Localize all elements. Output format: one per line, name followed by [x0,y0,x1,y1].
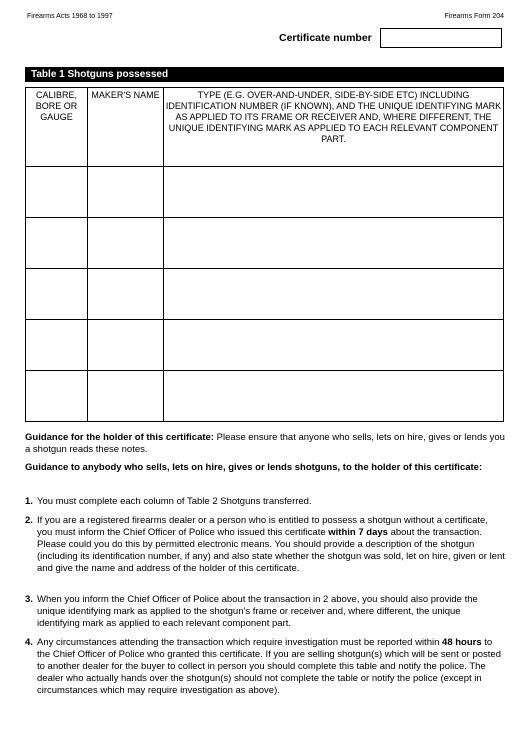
maker-cell[interactable] [88,167,164,218]
guidance-others [25,462,505,474]
note-text-part: Any circumstances attending the transaction which require investigation must be reported within [37,637,443,648]
note-text-part: about the transaction. Please could you do this by permitted electronic means. You should provide a description of the shotgun (including its identification number, if any) and also state whether the shotgun was sold, let on hire, given or lent and give the name and address of the holder of this certificate. [37,527,505,574]
guidance-holder-heading: Guidance for the holder of this certificate: [25,432,214,443]
table-row [26,218,504,269]
shotguns-table [25,87,504,422]
note-text [37,496,505,508]
note-text-part: If you are a registered firearms dealer or a person who is entitled to possess a shotgun without a certificate, you must inform the Chief Officer of Police who issued this certificate [37,515,488,538]
maker-cell[interactable] [88,269,164,320]
note-text [37,637,505,697]
guidance-holder-text: Please ensure that anyone who sells, lets on hire, gives or lends you a shotgun reads these notes. [25,432,505,455]
guidance-holder [25,432,505,456]
table-row [26,167,504,218]
table-row [26,320,504,371]
type-cell[interactable] [164,371,504,422]
note-text-part: to the Chief Officer of Police who granted this certificate. If you are selling shotgun(s) which will be sent or posted to another dealer for the buyer to collect in person you should complete this table and notify the police. The dealer who actually hands over the shotgun(s) should not complete the table or notify the police (except in circumstances which may require investigation as above). [37,637,501,696]
guidance-others-heading: Guidance to anybody who sells, lets on hire, gives or lends shotguns, to the holder of this certificate: [25,462,483,473]
note-text [37,594,505,630]
table-row [26,371,504,422]
maker-cell[interactable] [88,320,164,371]
type-cell[interactable] [164,269,504,320]
note-number: 3. [25,594,33,605]
note-text-bold: 48 hours [442,637,482,648]
calibre-cell[interactable] [26,167,88,218]
act-reference: Firearms Acts 1968 to 1997 [27,13,113,20]
type-cell[interactable] [164,167,504,218]
table-row [26,269,504,320]
note-text-part: You must complete each column of Table 2 Shotguns transferred. [37,496,312,507]
note-item-1 [25,496,505,508]
note-text [37,515,505,575]
note-number: 1. [25,496,33,507]
type-cell[interactable] [164,320,504,371]
table-title: Table 1 Shotguns possessed [25,67,504,82]
type-cell[interactable] [164,218,504,269]
note-text-bold: within 7 days [328,527,388,538]
calibre-cell[interactable] [26,269,88,320]
calibre-cell[interactable] [26,218,88,269]
note-number: 4. [25,637,33,648]
note-item-2 [25,515,505,575]
column-header-type: TYPE (E.G. OVER-AND-UNDER, SIDE-BY-SIDE ETC) INCLUDING IDENTIFICATION NUMBER (IF KNOWN), AND THE UNIQUE IDENTIFYING MARK AS APPLIED TO ITS FRAME OR RECEIVER AND, WHERE DIFFERENT, THE UNIQUE IDENTIFYING MARK AS APPLIED TO EACH RELEVANT COMPONENT PART. [164,88,504,167]
note-number: 2. [25,515,33,526]
calibre-cell[interactable] [26,320,88,371]
certificate-number-label: Certificate number [279,32,372,44]
maker-cell[interactable] [88,218,164,269]
certificate-number-field[interactable] [380,28,502,48]
column-header-maker: MAKER'S NAME [88,88,164,167]
note-text-part: When you inform the Chief Officer of Police about the transaction in 2 above, you should also provide the unique identifying mark as applied to the shotgun's frame or receiver and, where different, the unique identifying mark as applied to each relevant component part. [37,594,478,629]
maker-cell[interactable] [88,371,164,422]
note-item-4 [25,637,505,697]
column-header-calibre: CALIBRE, BORE OR GAUGE [26,88,88,167]
form-number: Firearms Form 204 [444,13,504,20]
note-item-3 [25,594,505,630]
calibre-cell[interactable] [26,371,88,422]
